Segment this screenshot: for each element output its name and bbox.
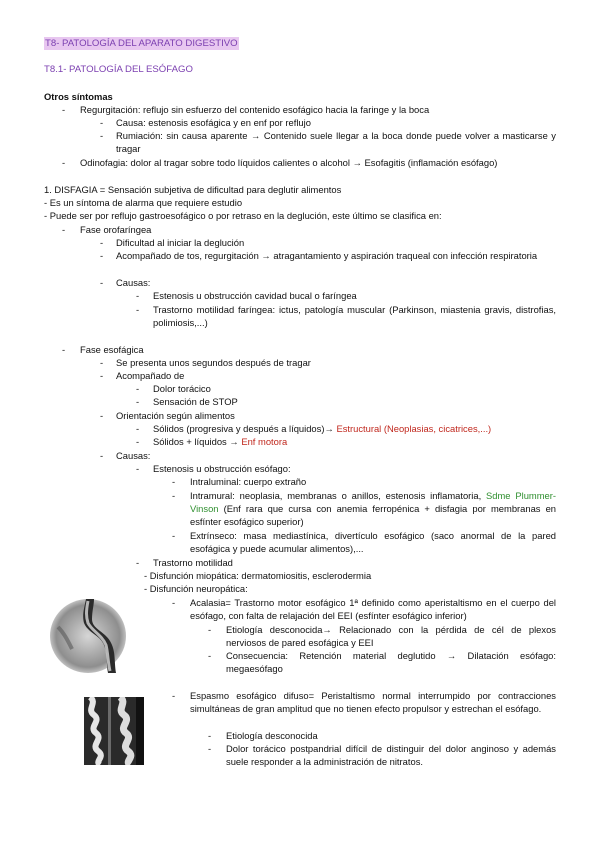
bullet-dash: -	[100, 370, 104, 381]
oro-acompanado: Acompañado de tos, regurgitación → atragantamiento y aspiración traqueal con infección respiratoria	[116, 250, 538, 261]
eso-orientacion: Orientación según alimentos	[116, 410, 235, 421]
bullet-dash: -	[172, 476, 176, 487]
bullet-dash: -	[172, 690, 176, 701]
bullet-dash: -	[208, 743, 212, 754]
espasmo-xray-drawing	[84, 697, 144, 765]
acalasia-xray-drawing	[48, 597, 128, 675]
bullet-dash: -	[100, 357, 104, 368]
acalasia-consecuencia: Consecuencia: Retención material deglutido → Dilatación esófago: megaesófago	[226, 650, 556, 675]
disfagia-line-1: - Es un síntoma de alarma que requiere estudio	[44, 197, 243, 208]
acalasia-etiologia: Etiología desconocida→ Relacionado con la pérdida de cél de plexos nerviosos de pared esofágica y EEI	[226, 624, 556, 649]
bullet-dash: -	[100, 250, 104, 261]
bullet-dash: -	[136, 396, 140, 407]
eso-causas: Causas:	[116, 450, 151, 461]
bullet-dash: -	[136, 557, 140, 568]
solidos-text: Sólidos (progresiva y después a líquidos)→	[153, 423, 337, 434]
bullet-dash: -	[136, 436, 140, 447]
intramural-text: Intramural: neoplasia, membranas o anillos, estenosis inflamatoria,	[190, 490, 487, 501]
bullet-dash: -	[62, 157, 66, 168]
bullet-dash: -	[100, 130, 104, 141]
bullet-dash: -	[172, 490, 176, 501]
eso-acompanado: Acompañado de	[116, 370, 185, 381]
document-title: T8- PATOLOGÍA DEL APARATO DIGESTIVO	[45, 38, 238, 49]
eso-disfuncion-neuropatica: - Disfunción neuropática:	[144, 583, 248, 594]
intramural-explanation: (Enf rara que cursa con anemia ferropénica + disfagia por membranas en esfínter esofágico superior)	[190, 503, 556, 528]
bullet-dash: -	[208, 730, 212, 741]
bullet-dash: -	[136, 423, 140, 434]
eso-estenosis: Estenosis u obstrucción esófago:	[153, 463, 291, 474]
eso-disfuncion-miopatica: - Disfunción miopática: dermatomiositis, esclerodermia	[144, 570, 372, 581]
oro-estenosis: Estenosis u obstrucción cavidad bucal o faríngea	[153, 290, 357, 301]
bullet-dash: -	[136, 290, 140, 301]
eso-intramural	[190, 489, 556, 529]
bullet-dash: -	[100, 237, 104, 248]
bullet-dash: -	[136, 304, 140, 315]
bullet-dash: -	[100, 410, 104, 421]
eso-acalasia: Acalasia= Trastorno motor esofágico 1ª definido como aperistaltismo en el cuerpo del esófago, con falta de relajación del EEI (esfínter esofágico inferior)	[190, 597, 556, 622]
eso-solidos-liquidos	[153, 435, 287, 448]
eso-presenta: Se presenta unos segundos después de tragar	[116, 357, 311, 368]
eso-espasmo-difuso: Espasmo esofágico difuso= Peristaltismo normal interrumpido por contracciones simultáneas de gran amplitud que no tienen efecto propulsor y estrechan el esófago.	[190, 690, 556, 715]
enf-motora-emphasis: Enf motora	[241, 436, 288, 447]
bullet-dash: -	[136, 383, 140, 394]
section-title: T8.1- PATOLOGÍA DEL ESÓFAGO	[44, 64, 193, 75]
bullet-dash: -	[62, 224, 66, 235]
espasmo-dolor-toracico: Dolor torácico postpandrial difícil de distinguir del dolor anginoso y además suele responder a la administración de nitratos.	[226, 743, 556, 768]
eso-dolor-toracico: Dolor torácico	[153, 383, 211, 394]
eso-sensacion-stop: Sensación de STOP	[153, 396, 238, 407]
bullet-dash: -	[208, 650, 212, 661]
solidos-liquidos-text: Sólidos + líquidos →	[153, 436, 242, 447]
oro-dificultad: Dificultad al iniciar la deglución	[116, 237, 245, 248]
disfagia-line-2: - Puede ser por reflujo gastroesofágico o por retraso en la deglución, este último se clasifica en:	[44, 210, 442, 221]
fase-esofagica-heading: Fase esofágica	[80, 344, 144, 355]
plummer-vinson-eponym: Sdme Plummer-Vinson	[190, 490, 556, 515]
estructural-emphasis: Estructural (Neoplasias, cicatrices,...)	[336, 423, 492, 434]
bullet-dash: -	[100, 117, 104, 128]
oro-causas: Causas:	[116, 277, 151, 288]
bullet-dash: -	[172, 597, 176, 608]
eso-trastorno-motilidad: Trastorno motilidad	[153, 557, 233, 568]
oro-trastorno: Trastorno motilidad faríngea: ictus, patología muscular (Parkinson, miastenia gravis, distrofias, polimiosis,...)	[153, 304, 556, 329]
espasmo-etiologia: Etiología desconocida	[226, 730, 318, 741]
bullet-dash: -	[208, 624, 212, 635]
acalasia-xray-image	[48, 597, 128, 675]
eso-intraluminal: Intraluminal: cuerpo extraño	[190, 476, 307, 487]
rumiacion-item: Rumiación: sin causa aparente → Contenido suele llegar a la boca donde puede volver a masticarse y tragar	[116, 130, 556, 155]
disfagia-heading: 1. DISFAGIA = Sensación subjetiva de dificultad para deglutir alimentos	[44, 184, 342, 195]
espasmo-xray-image	[84, 697, 144, 765]
bullet-dash: -	[62, 104, 66, 115]
bullet-dash: -	[100, 450, 104, 461]
bullet-dash: -	[100, 277, 104, 288]
causa-item: Causa: estenosis esofágica y en enf por reflujo	[116, 117, 311, 128]
eso-extrinseco: Extrínseco: masa mediastínica, divertículo esofágico (saco anormal de la pared esofágica y puede acumular alimentos),...	[190, 530, 556, 555]
regurgitacion-item: Regurgitación: reflujo sin esfuerzo del contenido esofágico hacia la faringe y la boca	[80, 104, 430, 115]
bullet-dash: -	[136, 463, 140, 474]
bullet-dash: -	[62, 344, 66, 355]
bullet-dash: -	[172, 530, 176, 541]
fase-orofaringea-heading: Fase orofaríngea	[80, 224, 152, 235]
eso-solidos-progresiva	[153, 422, 491, 435]
odinofagia-item: Odinofagia: dolor al tragar sobre todo líquidos calientes o alcohol → Esofagitis (inflamación esófago)	[80, 157, 498, 168]
otros-heading: Otros síntomas	[44, 91, 113, 102]
